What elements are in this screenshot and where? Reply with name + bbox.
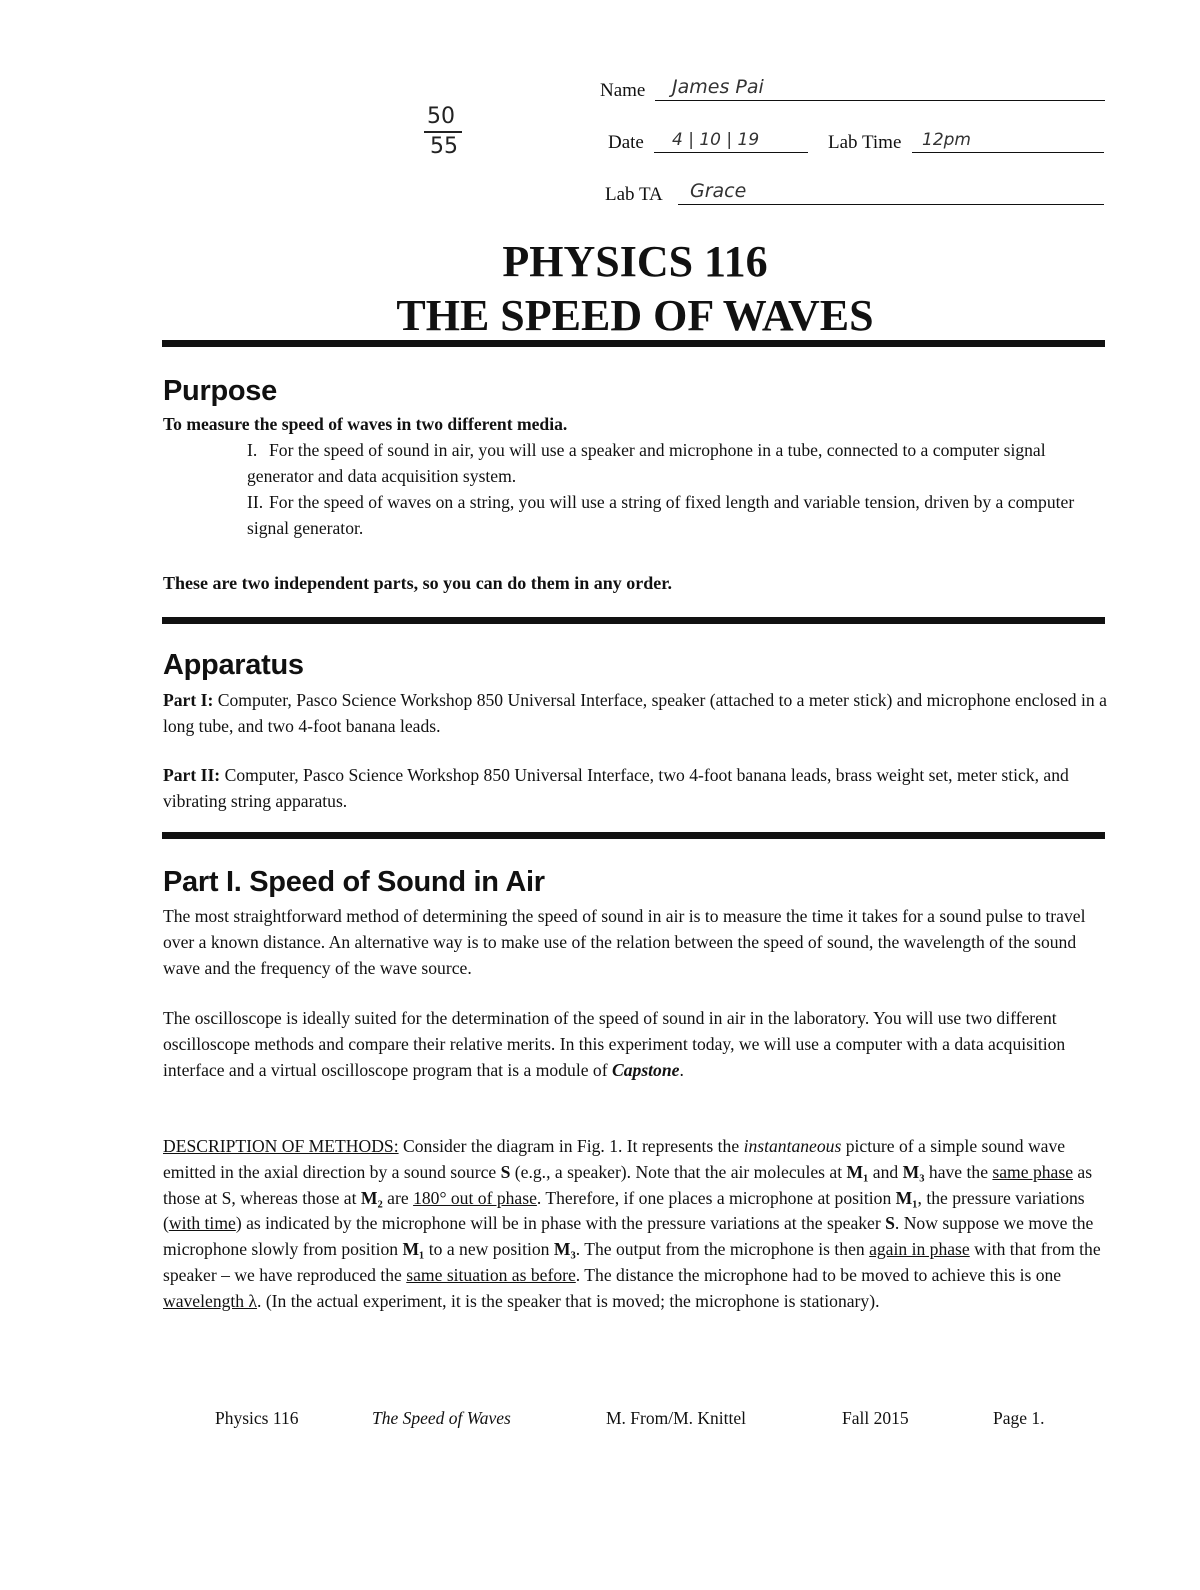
part1-paragraph-2-text: The oscilloscope is ideally suited for the determination of the speed of sound in air in the laboratory. You will use two different oscilloscope methods and compare their relative merits. In this experiment today, we will use a computer with a data acquisition interface and a virtual oscilloscope program that is a module of <box>163 1008 1066 1080</box>
symbol-M2: M₂ <box>360 1187 383 1208</box>
methods-text: with that from the speaker – we have reproduced the <box>163 1239 1101 1285</box>
methods-text: picture of a simple sound wave emitted in the axial direction by a sound source <box>163 1136 1066 1182</box>
symbol-M1: M₁ <box>846 1161 869 1182</box>
labtime-label: Lab Time <box>828 132 902 153</box>
emphasis-out-of-phase: 180° out of phase <box>413 1187 537 1208</box>
name-field-line <box>655 100 1105 101</box>
labtime-field-line <box>912 152 1104 153</box>
labta-value: Grace <box>690 180 747 202</box>
purpose-item-2-text: For the speed of waves on a string, you will use a string of fixed length and variable tension, driven by a computer signal generator. <box>247 492 1075 538</box>
labtime-value: 12pm <box>922 130 971 150</box>
footer-term: Fall 2015 <box>842 1408 909 1428</box>
emphasis-same-phase: same phase <box>992 1161 1074 1182</box>
apparatus-part2-text: Computer, Pasco Science Workshop 850 Universal Interface, two 4-foot banana leads, brass weight set, meter stick, and vibrating string apparatus. <box>163 765 1069 811</box>
methods-text: (e.g., a speaker). Note that the air molecules at <box>510 1161 847 1182</box>
score-bottom: 55 <box>430 134 458 159</box>
symbol-M3: M₃ <box>902 1161 925 1182</box>
part1-paragraph-2-end: . <box>679 1059 684 1080</box>
purpose-lead: To measure the speed of waves in two different media. <box>163 414 568 434</box>
apparatus-part1-text: Computer, Pasco Science Workshop 850 Universal Interface, speaker (attached to a meter stick) and microphone enclosed in a long tube, and two 4-foot banana leads. <box>163 690 1107 736</box>
emphasis-again-in-phase: again in phase <box>869 1239 970 1260</box>
footer-title: The Speed of Waves <box>372 1408 511 1428</box>
methods-text: . The distance the microphone had to be moved to achieve this is one <box>575 1264 1062 1285</box>
methods-text: . Therefore, if one places a microphone at position <box>536 1187 896 1208</box>
methods-text: ) as indicated by the microphone will be in phase with the pressure variations at the speaker <box>235 1213 886 1234</box>
emphasis-wavelength: wavelength λ <box>163 1290 258 1311</box>
methods-text: Consider the diagram in Fig. 1. It represents the <box>398 1136 744 1156</box>
labta-label: Lab TA <box>605 184 663 205</box>
capstone-term: Capstone <box>611 1059 680 1080</box>
score-divider <box>424 131 462 133</box>
lab-title: THE SPEED OF WAVES <box>396 291 874 340</box>
purpose-heading: Purpose <box>163 375 277 407</box>
methods-label: DESCRIPTION OF METHODS: <box>163 1136 399 1156</box>
apparatus-part2 <box>163 763 1108 815</box>
symbol-S: S <box>500 1161 511 1182</box>
score-top: 50 <box>427 104 455 129</box>
footer-course: Physics 116 <box>215 1408 299 1428</box>
part1-paragraph-1: The most straightforward method of determining the speed of sound in air is to measure the time it takes for a sound pulse to travel over a known distance. An alternative way is to make use of the relation between the speed of sound, the wavelength of the sound wave and the frequency of the wave source. <box>163 906 1086 978</box>
apparatus-part1 <box>163 688 1108 740</box>
date-value: 4 | 10 | 19 <box>672 130 760 150</box>
methods-text: and <box>868 1161 903 1182</box>
purpose-item-2-number: II. <box>247 492 264 512</box>
purpose-item-1-number: I. <box>247 440 258 460</box>
footer-authors: M. From/M. Knittel <box>606 1408 747 1428</box>
methods-text: . (In the actual experiment, it is the speaker that is moved; the microphone is stationary). <box>257 1290 880 1311</box>
emphasis-same-situation: same situation as before <box>406 1264 576 1285</box>
name-value: James Pai <box>672 76 764 98</box>
course-title: PHYSICS 116 <box>502 237 768 286</box>
apparatus-divider <box>162 832 1105 839</box>
symbol-M1: M₁ <box>895 1187 918 1208</box>
labta-field-line <box>678 204 1104 205</box>
methods-paragraph <box>163 1134 1108 1315</box>
emphasis-with-time: with time <box>168 1213 236 1234</box>
apparatus-part1-label: Part I: <box>163 690 214 710</box>
part1-paragraph-2 <box>163 1006 1108 1083</box>
footer-page: Page 1. <box>993 1408 1045 1428</box>
date-label: Date <box>608 132 644 153</box>
methods-text: . The output from the microphone is then <box>575 1239 870 1260</box>
methods-text: , the pressure variations ( <box>163 1187 1085 1234</box>
methods-text: to a new position <box>424 1239 554 1260</box>
apparatus-heading: Apparatus <box>163 649 304 681</box>
title-divider <box>162 340 1105 347</box>
purpose-item-1-text: For the speed of sound in air, you will use a speaker and microphone in a tube, connected to a computer signal generator and data acquisition system. <box>247 440 1046 486</box>
emphasis-instantaneous: instantaneous <box>743 1136 842 1156</box>
methods-text: are <box>382 1187 414 1208</box>
symbol-M3: M₃ <box>553 1239 576 1260</box>
apparatus-part2-label: Part II: <box>163 765 221 785</box>
methods-text: as those at S, whereas those at <box>163 1161 1093 1208</box>
symbol-M1: M₁ <box>402 1239 425 1260</box>
symbol-S: S <box>885 1213 895 1234</box>
date-field-line <box>654 152 808 153</box>
methods-text: have the <box>924 1161 993 1182</box>
purpose-divider <box>162 617 1105 624</box>
part1-heading: Part I. Speed of Sound in Air <box>163 866 545 898</box>
name-label: Name <box>600 80 646 101</box>
methods-text: . Now suppose we move the microphone slowly from position <box>163 1213 1094 1260</box>
purpose-note: These are two independent parts, so you can do them in any order. <box>163 573 673 593</box>
